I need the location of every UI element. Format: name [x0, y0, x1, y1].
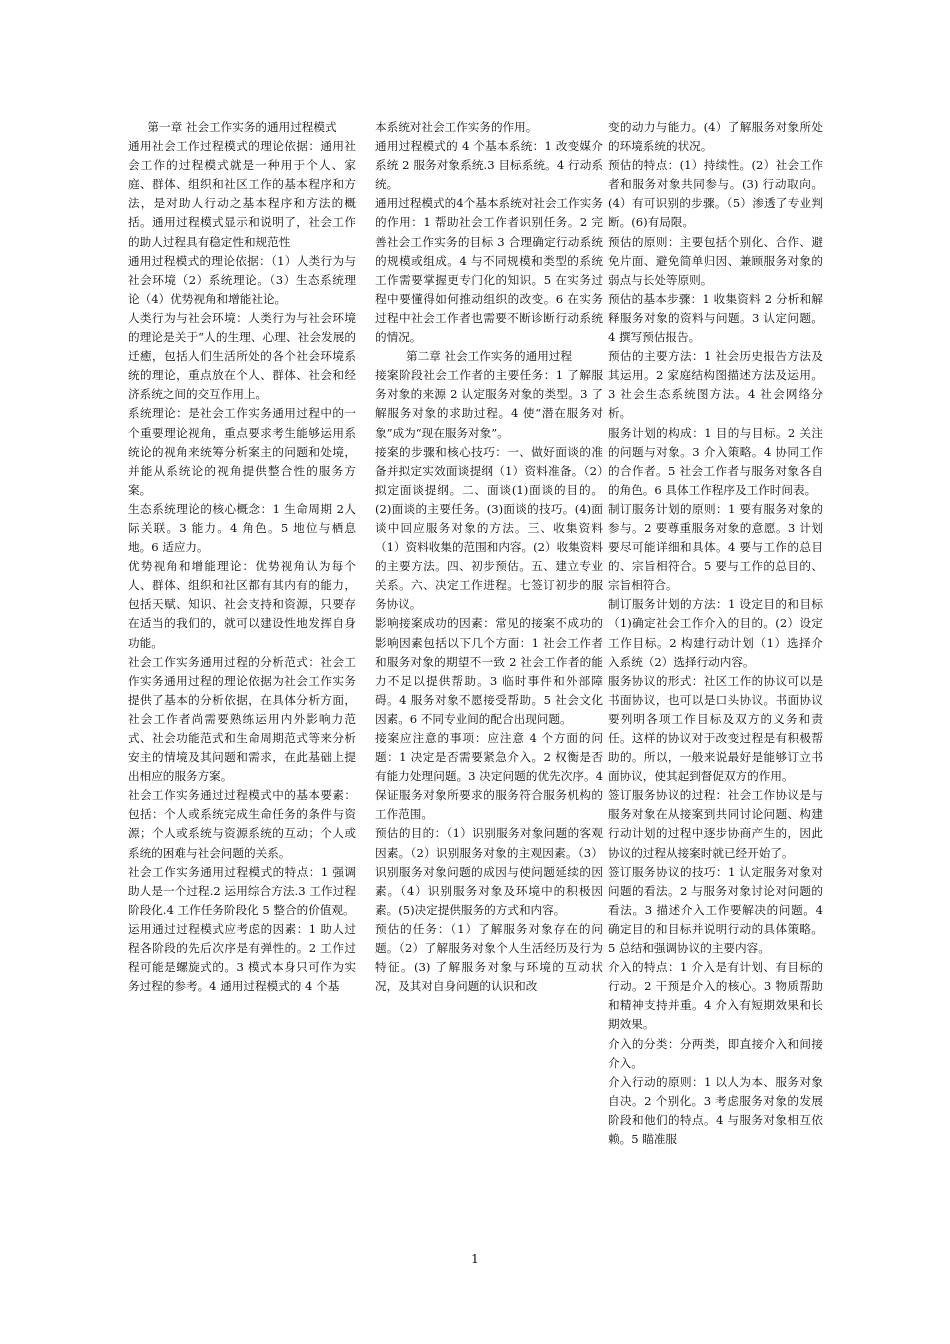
paragraph: 预估的任务：（1）了解服务对象存在的问题。（2）了解服务对象个人生活经历及行为特征。(3) 了解服务对象与环境的互动状况，及其对自身问题的认识和改 — [375, 921, 603, 994]
page-number: 1 — [471, 1252, 479, 1266]
paragraph: 影响接案成功的因素：常见的接案不成功的影响因素包括以下几个方面：1 社会工作者和服务对象的期望不一致 2 社会工作者的能力不足以提供帮助。3 临时事件和外部障碍。4 服务对象不愿接受帮助。5 社会文化因素。6 不同专业间的配合出现问题。 — [375, 616, 603, 726]
paragraph: 本系统对社会工作实务的作用。 — [375, 120, 538, 134]
paragraph: 运用通过过程模式应考虑的因素：1 助人过程各阶段的先后次序是有弹性的。2 工作过程可能是螺旋式的。3 模式本身只可作为实务过程的参考。4 通用过程模式的 4 个基 — [128, 921, 356, 994]
paragraph: 系统理论：是社会工作实务通用过程中的一个重要理论视角，重点要求考生能够运用系统论的视角来统筹分析案主的问题和处境，并能从系统论的视角提供整合性的服务方案。 — [128, 406, 356, 497]
paragraph: 接案阶段社会工作者的主要任务：1 了解服务对象的来源 2 认定服务对象的类型。3 了解服务对象的求助过程。4 使“潜在服务对象”成为“现在服务对象”。 — [375, 368, 603, 440]
paragraph: 通用社会工作过程模式的理论依据：通用社会工作的过程模式就是一种用于个人、家庭、群体、组织和社区工作的基本程序和方法，是对助人行动之基本程序和方法的概括。通用过程模式显示和说明了，社会工作的助人过程具有稳定性和规范性 — [128, 139, 356, 249]
paragraph: 介入行动的原则：1 以人为本、服务对象自决。2 个别化。3 考虑服务对象的发展阶段和他们的特点。4 与服务对象相互依赖。5 瞄准服 — [608, 1074, 823, 1146]
paragraph: 服务计划的构成：1 目的与目标。2 关注的问题与对象。3 介入策略。4 协同工作的合作者。5 社会工作者与服务对象各自的角色。6 具体工作程序及工作时间表。 — [608, 425, 823, 497]
paragraph: 生态系统理论的核心概念：1 生命周期 2人际关联。3 能力。4 角色。5 地位与栖息地。6 适应力。 — [128, 501, 356, 555]
paragraph: 社会工作实务通用过程的分析范式：社会工作实务通用过程的理论依据为社会工作实务提供了基本的分析依据，在具体分析方面，社会工作者尚需要熟练运用内外影响力范式、社会功能范式和生命周期范式等来分析安主的情境及其问题和需求，在此基础上提出相应的服务方案。 — [128, 654, 356, 784]
paragraph: 介入的分类：分两类，即直接介入和间接介入。 — [608, 1036, 823, 1070]
paragraph: 社会工作实务通过过程模式中的基本要素：包括：个人或系统完成生命任务的条件与资源；个人或系统与资源系统的互动；个人或系统的困难与社会问题的关系。 — [128, 788, 356, 860]
paragraph: 预估的特点：(1）持续性。(2）社会工作者和服务对象共同参与。(3) 行动取向。(4）有可识别的步骤。（5）渗透了专业判断。(6)有局限。 — [608, 158, 823, 230]
paragraph: 预估的基本步骤：1 收集资料 2 分析和解释服务对象的资料与问题。3 认定问题。4 撰写预估报告。 — [608, 291, 823, 345]
paragraph: 制订服务计划的原则：1 要有服务对象的参与。2 要尊重服务对象的意愿。3 计划要尽可能详细和具体。4 要与工作的总目的、宗旨相符合。5 要与工作的总目的、宗旨相符合。 — [608, 501, 823, 593]
paragraph: 介入的特点：1 介入是有计划、有目标的行动。2 干预是介入的核心。3 物质帮助和精神支持并重。4 介入有短期效果和长期效果。 — [608, 960, 823, 1032]
chapter-2-heading: 第二章 社会工作实务的通用过程 — [406, 349, 572, 364]
paragraph: 优势视角和增能理论：优势视角认为每个人、群体、组织和社区都有其内有的能力，包括天赋、知识、社会支持和资源，只要存在适当的我们的，就可以建设性地发挥自身功能。 — [128, 559, 356, 650]
paragraph: 预估的目的：（1）识别服务对象问题的客观因素。（2）识别服务对象的主观因素。（3）识别服务对象问题的成因与使问题延续的因素。（4）识别服务对象及环境中的积极因素。(5)决定提供服务的方式和内容。 — [375, 826, 603, 917]
column-2 — [375, 118, 603, 996]
paragraph: 接案的步骤和核心技巧：一、做好面谈的准备并拟定实效面谈提纲（1）资料准备。（2）拟定面谈提纲。二、面谈(1)面谈的目的。(2)面谈的主要任务。(3)面谈的技巧。(4)面谈中回应服务对象的方法。三、收集资料（1）资料收集的范围和内容。(2）收集资料的主要方法。四、初步预估。五、建立专业关系。六、决定工作进程。七签订初步的服务协议。 — [375, 444, 603, 612]
chapter-1-heading: 第一章 社会工作实务的通用过程模式 — [147, 120, 337, 134]
paragraph: 签订服务协议的技巧：1 认定服务对象对问题的看法。2 与服务对象讨论对问题的看法。3 描述介入工作要解决的问题。4 确定目的和目标并说明行动的具体策略。5 总结和强调协议的主要内容。 — [608, 864, 823, 956]
paragraph: 人类行为与社会环境：人类行为与社会环境的理论是关于“人的生理、心理、社会发展的迁癒，包括人们生活所处的各个社会环境系统的理论，重点放在个人、群体、社会和经济系统之间的交互作用上。 — [128, 310, 356, 402]
paragraph: 通用过程模式的4个基本系统对社会工作实务的作用：1 帮助社会工作者识别任务。2 完善社会工作实务的目标 3 合理确定行动系统的规模或组成。4 与不同规模和类型的系统工作需要掌握更专门化的知识。5 在实务过程中要懂得如何推动组织的改变。6 在实务过程中社会工作者也需要不断诊断行动系统的情况。 — [375, 196, 603, 345]
paragraph: 服务协议的形式：社区工作的协议可以是书面协议，也可以是口头协议。书面协议要列明各项工作目标及双方的义务和责任。这样的协议对于改变过程是有积极帮助的。所以，一般来说最好是能够订立书面协议，使其起到督促双方的作用。 — [608, 673, 823, 784]
paragraph: 社会工作实务通用过程模式的特点：1 强调助人是一个过程.2 运用综合方法.3 工作过程阶段化.4 工作任务阶段化 5 整合的价值观。 — [128, 864, 356, 917]
column-3 — [608, 118, 823, 1149]
paragraph: 通用过程模式的理论依据：（1）人类行为与社会环境（2）系统理论。（3）生态系统理论（4）优势视角和增能社论。 — [128, 253, 356, 306]
paragraph: 制订服务计划的方法：1 设定目的和目标（1)确定社会工作介入的目的。(2）设定工作目标。2 构建行动计划（1）选择介入系统（2）选择行动内容。 — [608, 597, 823, 669]
paragraph: 签订服务协议的过程：社会工作协议是与服务对象在从接案到共同讨论问题、构建行动计划的过程中逐步协商产生的，因此协议的过程从接案时就已经开始了。 — [608, 788, 823, 860]
paragraph: 预估的原则：主要包括个别化、合作、避免片面、避免简单归因、兼顾服务对象的弱点与长处等原则。 — [608, 234, 823, 287]
paragraph: 变的动力与能力。(4）了解服务对象所处的环境系统的状况。 — [608, 120, 823, 154]
paragraph: 预估的主要方法：1 社会历史报告方法及其运用。2 家庭结构图描述方法及运用。3 社会生态系统图方法。4 社会网络分析。 — [608, 349, 823, 421]
paragraph: 通用过程模式的 4 个基本系统：1 改变媒介系统 2 服务对象系统.3 目标系统。4 行动系统。 — [375, 139, 603, 192]
column-1 — [128, 118, 356, 996]
paragraph: 接案应注意的事项：应注意 4 个方面的问题：1 决定是否需要紧急介入。2 权衡是否有能力处理问题。3 决定问题的优先次序。4 保证服务对象所要求的服务符合服务机构的工作范围。 — [375, 731, 603, 822]
